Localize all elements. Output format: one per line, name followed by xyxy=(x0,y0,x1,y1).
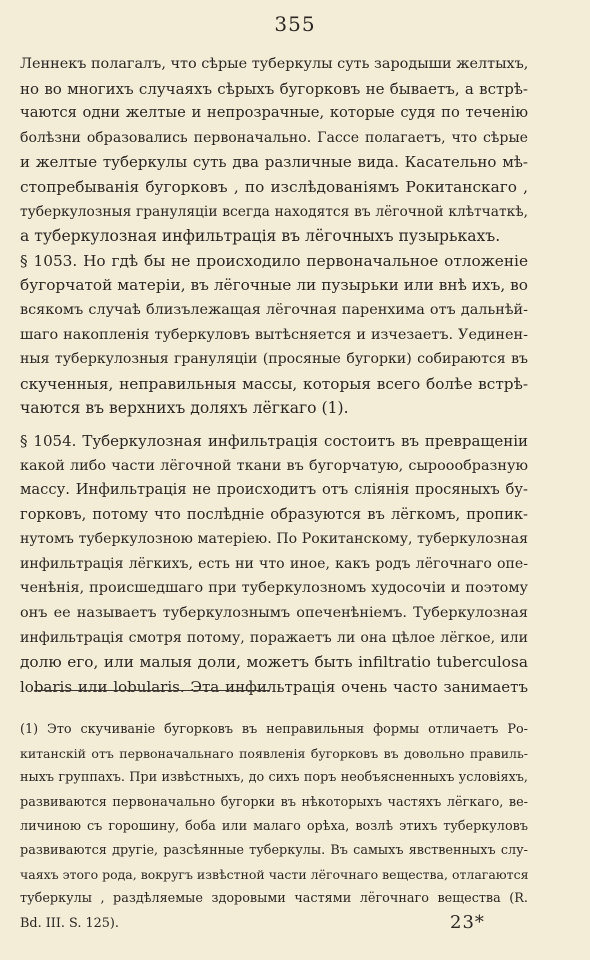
text-line: ныя туберкулозныя грануляціи (просяные бугорки) собираются въ xyxy=(20,351,528,368)
footnote-line: китанскій отъ первоначальнаго появленія бугорковъ въ довольно правиль- xyxy=(20,746,528,762)
text-line: но во многихъ случаяхъ сѣрыхъ бугорковъ не бываетъ, а встрѣ- xyxy=(20,79,528,98)
text-line: бугорчатой матеріи, въ лёгочные ли пузырьки или внѣ ихъ, во xyxy=(20,276,528,295)
text-line: ченѣнія, происшедшаго при туберкулозномъ худосочіи и поэтому xyxy=(20,580,528,597)
text-line: нутомъ туберкулозною матеріею. По Рокитанскому, туберкулозная xyxy=(20,531,528,548)
text-line: lobaris или lobularis. Эта инфильтрація очень часто занимаетъ xyxy=(20,677,528,696)
text-line: всякомъ случаѣ близълежащая лёгочная паренхима отъ дальнѣй- xyxy=(20,301,528,318)
section-1054-start: § 1054. Туберкулозная инфильтрація состоитъ въ превращеніи xyxy=(20,431,528,450)
footnote-line: туберкулы , раздѣляемые здоровыми частями лёгочнаго вещества (R. xyxy=(20,891,528,907)
main-text xyxy=(20,52,528,699)
footnote-line: (1) Это скучиваніе бугорковъ въ неправильныя формы отличаетъ Ро- xyxy=(20,722,528,737)
text-line: чаются въ верхнихъ доляхъ лёгкаго (1). xyxy=(20,399,349,418)
section-1053-start: § 1053. Но гдѣ бы не происходило первоначальное отложеніе xyxy=(20,251,528,270)
text-line: чаются одни желтые и непрозрачные, которые судя по теченію xyxy=(20,104,528,122)
footnote-line: развиваются первоначально бугорки въ нѣкоторыхъ частяхъ лёгкаго, ве- xyxy=(20,794,528,810)
footnote-line: Bd. III. S. 125). xyxy=(20,915,119,931)
footnote xyxy=(20,718,528,936)
signature-mark: 23* xyxy=(450,912,485,933)
footnote-line: ныхъ группахъ. При извѣстныхъ, до сихъ поръ необъясненныхъ условіяхъ, xyxy=(20,770,528,786)
text-line: инфильтрація лёгкихъ, есть ни что иное, какъ родъ лёгочнаго опе- xyxy=(20,555,528,572)
text-line: какой либо части лёгочной ткани въ бугорчатую, сыроообразную xyxy=(20,457,528,474)
text-line: болѣзни образовались первоначально. Гассе полагаетъ, что сѣрые xyxy=(20,129,528,146)
text-line: стопребыванія бугорковъ , по изслѣдованіямъ Рокитанскаго , xyxy=(20,177,528,196)
footnote-line: личиною съ горошину, боба или малаго орѣха, возлѣ этихъ туберкуловъ xyxy=(20,818,528,834)
text-line: горковъ, потому что послѣдніе образуются въ лёгкомъ, пропик- xyxy=(20,505,528,523)
text-line: шаго накопленія туберкуловъ вытѣсняется и изчезаетъ. Уединен- xyxy=(20,326,528,343)
text-line: массу. Инфильтрація не происходитъ отъ слiянія просяныхъ бу- xyxy=(20,481,528,499)
text-line: Леннекъ полагалъ, что сѣрые туберкулы суть зародыши желтыхъ, xyxy=(20,56,529,72)
text-line: онъ ее называетъ туберкулознымъ опеченѣніемъ. Туберкулозная xyxy=(20,605,528,622)
footnote-divider xyxy=(34,690,270,691)
text-line: инфильтрація смотря потому, поражаетъ ли она цѣлое лёгкое, или xyxy=(20,629,528,646)
footnote-line: чаяхъ этого рода, вокругъ извѣстной части лёгочнаго вещества, отлагаются xyxy=(20,867,529,883)
text-line: а туберкулозная инфильтрація въ лёгочныхъ пузырькахъ. xyxy=(20,227,501,246)
text-line: долю его, или малыя доли, можетъ быть infiltratio tuberculosa xyxy=(20,653,528,672)
text-line: скученныя, неправильныя массы, которыя всего болѣе встрѣ- xyxy=(20,374,528,393)
text-line: туберкулозныя грануляціи всегда находятся въ лёгочной клѣтчаткѣ, xyxy=(20,203,528,220)
text-line: и желтые туберкулы суть два различные вида. Касательно мѣ- xyxy=(20,153,528,172)
page-number: 355 xyxy=(274,12,316,36)
footnote-line: развиваются другіе, разсѣянные туберкулы. Въ самыхъ явственныхъ слу- xyxy=(20,843,528,859)
